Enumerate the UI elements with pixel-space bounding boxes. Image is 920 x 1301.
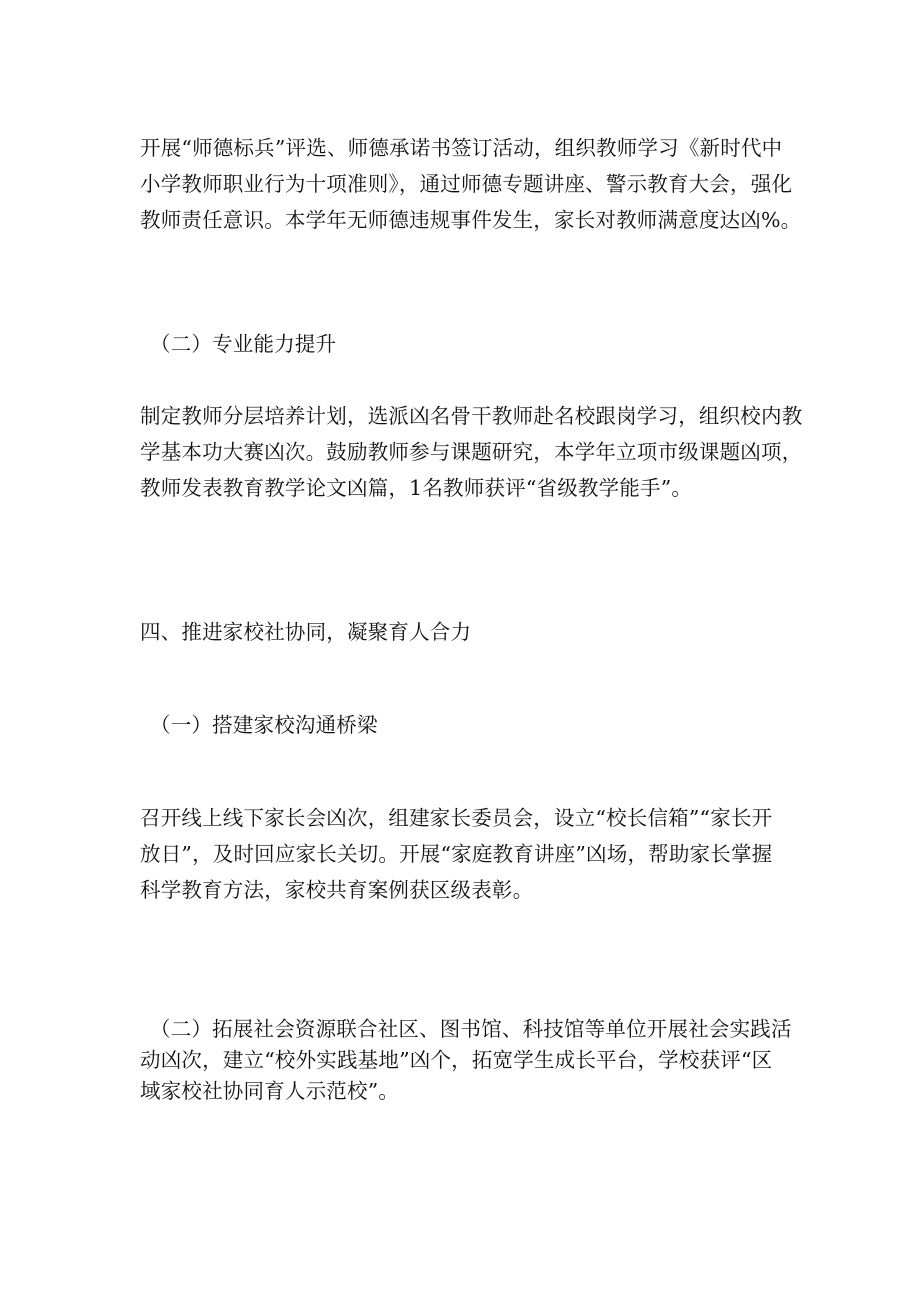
text-line: 科学教育方法，家校共育案例获区级表彰。 bbox=[140, 878, 534, 902]
paragraph-parent-meetings bbox=[140, 800, 782, 908]
section-heading-home-school bbox=[140, 614, 782, 650]
subheading-professional-ability bbox=[150, 326, 792, 362]
text-line: 放日”，及时回应家长关切。开展“家庭教育讲座”凶场，帮助家长掌握 bbox=[140, 842, 773, 866]
text-line: 小学教师职业行为十项准则》，通过师德专题讲座、警示教育大会，强化 bbox=[140, 172, 793, 196]
text-line: 教师发表教育教学论文凶篇，1名教师获评“省级教学能手”。 bbox=[140, 476, 693, 500]
subheading-text: （二）专业能力提升 bbox=[150, 332, 337, 356]
text-line: 教师责任意识。本学年无师德违规事件发生，家长对教师满意度达凶%。 bbox=[140, 208, 802, 232]
text-line: 动凶次，建立“校外实践基地”凶个，拓宽学生成长平台，学校获评“区 bbox=[140, 1048, 773, 1072]
text-line: 学基本功大赛凶次。鼓励教师参与课题研究，本学年立项市级课题凶项， bbox=[140, 440, 803, 464]
paragraph-teacher-ethics bbox=[140, 130, 802, 238]
text-line: 域家校社协同育人示范校”。 bbox=[140, 1079, 400, 1103]
paragraph-social-resources bbox=[140, 1014, 792, 1107]
paragraph-professional-training bbox=[140, 398, 803, 506]
text-line: 开展“师德标兵”评选、师德承诺书签订活动，组织教师学习《新时代中 bbox=[140, 136, 783, 160]
text-line: 召开线上线下家长会凶次，组建家长委员会，设立“校长信箱”“家长开 bbox=[140, 806, 773, 830]
text-line: （二）拓展社会资源联合社区、图书馆、科技馆等单位开展社会实践活 bbox=[150, 1017, 792, 1041]
text-line: 制定教师分层培养计划，选派凶名骨干教师赴名校跟岗学习，组织校内教 bbox=[140, 404, 803, 428]
heading-text: 四、推进家校社协同，凝聚育人合力 bbox=[140, 620, 472, 644]
subheading-text: （一）搭建家校沟通桥梁 bbox=[150, 713, 378, 737]
subheading-communication bbox=[150, 707, 792, 743]
